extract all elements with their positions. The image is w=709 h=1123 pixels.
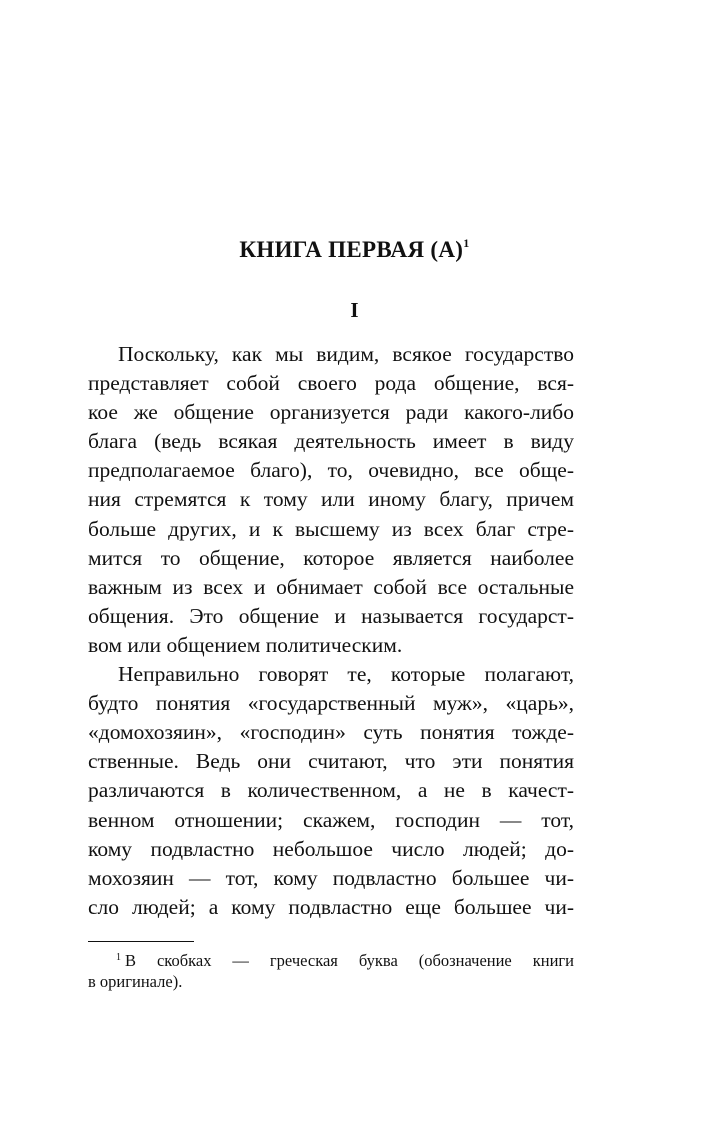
text-line: больше других, и к высшему из всех благ стре- [88,516,574,541]
footnote-line: в оригинале). [88,972,183,991]
text-line: венном отношении; скажем, господин — тот, [88,807,574,832]
footnote [88,946,574,994]
book-title-text: КНИГА ПЕРВАЯ (А) [239,237,464,262]
text-line: различаются в количественном, а не в качест- [88,778,574,803]
footnote-marker: 1 [116,952,121,963]
text-line: вом или общением политическим. [88,632,403,657]
text-line: ственные. Ведь они считают, что эти понятия [88,749,574,774]
text-line: представляет собой своего рода общение, вся- [88,371,574,396]
body-text [88,340,574,922]
text-line: предполагаемое благо), то, очевидно, все обще- [88,458,574,483]
text-line: ния стремятся к тому или иному благу, причем [88,487,574,512]
chapter-number: I [350,298,359,322]
text-line: сло людей; а кому подвластно еще большее чи- [88,894,574,919]
text-line: Неправильно говорят те, которые полагают, [118,662,574,687]
footnote-reference[interactable]: 1 [463,236,470,250]
footnote-line [88,946,574,970]
text-line: кому подвластно небольшое число людей; до- [88,836,574,861]
text-line: блага (ведь всякая деятельность имеет в виду [88,429,574,454]
footnote-divider [88,941,194,942]
text-line: кое же общение организуется ради какого-либо [88,400,574,425]
text-line: мохозяин — тот, кому подвластно большее чи- [88,865,574,890]
text-line: общения. Это общение и называется государст- [88,603,574,628]
text-line: будто понятия «государственный муж», «царь», [88,691,574,716]
text-line: мится то общение, которое является наиболее [88,545,574,570]
text-line: важным из всех и обнимает собой все остальные [88,574,574,599]
footnote-text: В скобках — греческая буква (обозначение книги [125,951,574,970]
book-title [0,236,709,263]
text-line: «домохозяин», «господин» суть понятия тожде- [88,720,574,745]
text-line: Поскольку, как мы видим, всякое государство [118,342,574,366]
